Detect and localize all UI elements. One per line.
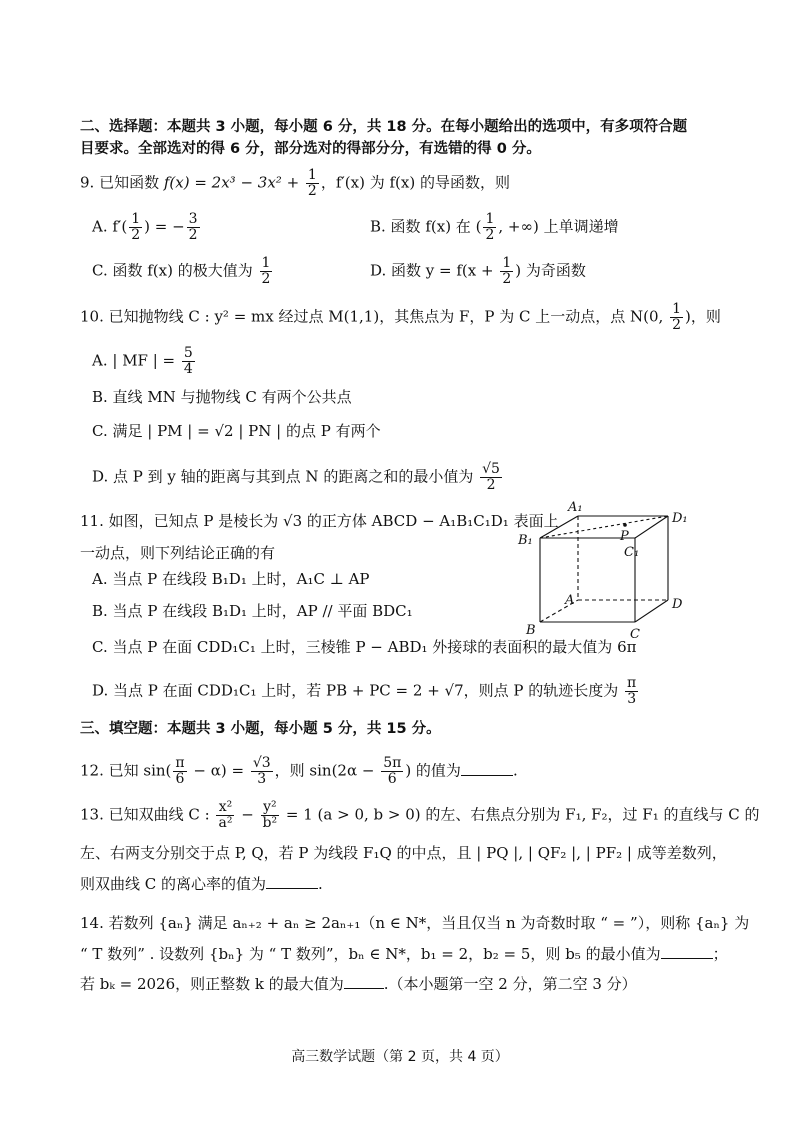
q9-option-c: C. 函数 f(x) 的极大值为 $\frac{1}{2}$: [92, 255, 271, 287]
q9-option-d: D. 函数 y = f(x + $\frac{1}{2}$ ) 为奇函数: [370, 255, 586, 287]
q10-option-b: B. 直线 MN 与抛物线 C 有两个公共点: [92, 388, 352, 406]
label-c1: C₁: [624, 545, 640, 560]
q12-answer-blank[interactable]: [461, 761, 513, 776]
q11-option-a: A. 当点 P 在线段 B₁D₁ 上时，A₁C ⊥ AP: [92, 570, 370, 588]
q14-line3: 若 bₖ = 2026，则正整数 k 的最大值为 .（本小题第一空 2 分，第二空 3 分）: [80, 975, 637, 993]
q10-option-a: A. | MF | = $\frac{5}{4}$: [92, 345, 193, 377]
section2-heading-cont: 目要求。全部选对的得 6 分，部分选对的得部分分，有选错的得 0 分。: [80, 141, 541, 157]
q9-option-b: B. 函数 f(x) 在 ( $\frac{1}{2}$ , +∞) 上单调递增: [370, 211, 619, 243]
q11-stem-line1: 11. 如图，已知点 P 是棱长为 √3 的正方体 ABCD − A₁B₁C₁D₁ 表面上: [80, 512, 559, 530]
label-b1: B₁: [518, 533, 533, 548]
q14-answer-blank-1[interactable]: [661, 944, 713, 959]
cube-figure: [510, 498, 700, 643]
q13-line3: 则双曲线 C 的离心率的值为 .: [80, 875, 323, 893]
q13-answer-blank[interactable]: [266, 874, 318, 889]
q14-answer-blank-2[interactable]: [344, 974, 384, 989]
label-a: A: [565, 593, 575, 608]
q10-option-d: D. 点 P 到 y 轴的距离与其到点 N 的距离之和的最小值为 $\frac{√5}{2}$: [92, 461, 500, 493]
q9-option-a: A. f′( $\frac{1}{2}$ ) = − $\frac{3}{2}$: [92, 211, 198, 243]
q11-option-c: C. 当点 P 在面 CDD₁C₁ 上时，三棱锥 P − ABD₁ 外接球的表面积的最大值为 6π: [92, 638, 637, 656]
q10-option-c: C. 满足 | PM | = √2 | PN | 的点 P 有两个: [92, 422, 381, 440]
edge-cd: [635, 600, 668, 622]
q12: 12. 已知 sin( $\frac{\pi}{6}$ − α) = $\frac{√3}{3}$ ，则 sin(2α − $\frac{5\pi}{6}$ ) 的值为 .: [80, 755, 518, 787]
section2-heading: 二、选择题：本题共 3 小题，每小题 6 分，共 18 分。在每小题给出的选项中，有多项符合题: [80, 119, 688, 135]
label-c: C: [630, 627, 640, 642]
label-b: B: [526, 623, 536, 638]
q11-option-b: B. 当点 P 在线段 B₁D₁ 上时，AP // 平面 BDC₁: [92, 602, 413, 620]
label-d: D: [672, 597, 683, 612]
label-a1: A₁: [568, 500, 583, 515]
page-footer: 高三数学试题（第 2 页，共 4 页）: [291, 1049, 509, 1065]
q11-stem-line2: 一动点，则下列结论正确的有: [80, 544, 276, 562]
q13-line2: 左、右两支分别交于点 P, Q，若 P 为线段 F₁Q 的中点，且 | PQ |, | QF₂ |, | PF₂ | 成等差数列，: [80, 844, 727, 862]
q14-line1: 14. 若数列 {aₙ} 满足 aₙ₊₂ + aₙ ≥ 2aₙ₊₁（n ∈ N*，当且仅当 n 为奇数时取 “ = ”），则称 {aₙ} 为: [80, 914, 750, 932]
label-p: P: [620, 529, 629, 544]
edge-c1d1: [635, 516, 668, 538]
q9-stem: 9. 已知函数 f(x) = 2x³ − 3x² + $\frac{1}{2}$ ，f′(x) 为 f(x) 的导函数，则: [80, 167, 510, 199]
q10-stem: 10. 已知抛物线 C : y² = mx 经过点 M(1,1)，其焦点为 F，P 为 C 上一动点，点 N(0, $\frac{1}{2}$ )，则: [80, 301, 721, 333]
q14-line2: “ T 数列” . 设数列 {bₙ} 为 “ T 数列”，bₙ ∈ N*，b₁ = 2，b₂ = 5，则 b₅ 的最小值为 ；: [80, 945, 728, 963]
label-d1: D₁: [672, 511, 688, 526]
q11-option-d: D. 当点 P 在面 CDD₁C₁ 上时，若 PB + PC = 2 + √7，则点 P 的轨迹长度为 $\frac{\pi}{3}$: [92, 675, 637, 707]
point-p: [623, 523, 627, 527]
section3-heading: 三、填空题：本题共 3 小题，每小题 5 分，共 15 分。: [80, 721, 441, 737]
q13-line1: 13. 已知双曲线 C : $\frac{\text{x²}}{\text{a²}}$ − $\frac{\text{y²}}{\text{b²}}$ = 1 (a > 0, b > 0) 的左、右焦点分别为 F₁, F₂，过 F₁ 的直线与 C 的: [80, 799, 760, 831]
